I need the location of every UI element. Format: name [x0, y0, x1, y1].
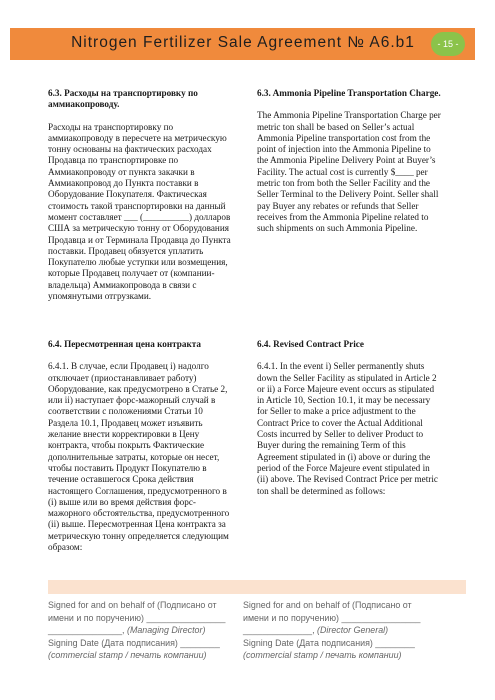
- signature-block-left: [48, 599, 248, 662]
- signature-role-line: [243, 624, 443, 637]
- signatory-role: (Managing Director): [126, 625, 206, 636]
- section-6-4-russian: [48, 339, 234, 553]
- signature-line: имени и по поручению) ________________: [48, 612, 226, 623]
- signatory-role: (Director General): [317, 625, 389, 636]
- footer-bar: [48, 580, 466, 594]
- signature-role-line: [48, 624, 248, 637]
- signing-date-line: Signing Date (Дата подписания) ________: [243, 637, 415, 648]
- section-title: 6.3. Ammonia Pipeline Transportation Charge.: [257, 88, 441, 98]
- page-number-badge: - 15 -: [431, 32, 465, 56]
- section-body: The Ammonia Pipeline Transportation Charge per metric ton shall be based on Seller’s actual Ammonia Pipeline transportation cost from the point of injection into the Ammonia Pipeline to the Ammonia Pipeline Delivery Point at Buyer’s Facility. The actual cost is currently $____ per metric ton from both the Seller Facility and the Seller Terminal to the Delivery Point. Seller shall pay Buyer any rebates or refunds that Seller receives from the Ammonia Pipeline related to such shipments on such Ammonia Pipeline.: [257, 110, 441, 234]
- stamp-line: (commercial stamp / печать компании): [48, 650, 207, 661]
- section-title: 6.4. Revised Contract Price: [257, 339, 364, 349]
- signature-line: имени и по поручению) ________________: [243, 612, 421, 623]
- signing-date-line: Signing Date (Дата подписания) ________: [48, 637, 220, 648]
- section-title: 6.3. Расходы на транспортировку по аммиакопроводу.: [48, 88, 198, 110]
- signature-block-right: [243, 599, 443, 662]
- section-6-3-russian: [48, 88, 234, 302]
- stamp-line: (commercial stamp / печать компании): [243, 650, 402, 661]
- signature-blank: _______________,: [48, 625, 127, 636]
- signature-line: Signed for and on behalf of (Подписано от: [48, 600, 217, 610]
- signature-blank: ______________,: [243, 625, 318, 636]
- section-6-4-english: [257, 339, 443, 497]
- section-body: Расходы на транспортировку по аммиакопроводу в пересчете на метрическую тонну основаны на фактических расходах Продавца по транспортировке по Аммиакопроводу от пункта закачки в Аммиакопровод до Пункта поставки в Оборудование Покупателя. Фактическая стоимость такой транспортировки на данный момент составляет ___ (__________) долларов США за метрическую тонну от Оборудования Продавца и от Терминала Продавца до Пункта поставки. Продавец обязуется уплатить Покупателю любые уступки или возмещения, которые Продавец получает от (компании-владельца) Аммиакопровода в связи с упомянутыми отгрузками.: [48, 121, 231, 302]
- signature-line: Signed for and on behalf of (Подписано от: [243, 600, 412, 610]
- section-body: 6.4.1. In the event i) Seller permanently shuts down the Seller Facility as stipulated in Article 2 or ii) a Force Majeure event occurs as stipulated in Article 10, Section 10.1, it may be necessary for Seller to make a price adjustment to the Contract Price to cover the Actual Additional Costs incurred by Seller to deliver Product to Buyer during the remaining Term of this Agreement stipulated in (i) above or during the period of the Force Majeure event stipulated in (ii) above. The Revised Contract Price per metric ton shall be determined as follows:: [257, 361, 438, 496]
- section-6-3-english: [257, 88, 443, 235]
- header-bar: [10, 28, 475, 60]
- section-body: 6.4.1. В случае, если Продавец i) надолго отключает (приостанавливает работу) Оборудование, как предусмотрено в Статье 2, или ii) наступает форс-мажорный случай в соответствии с положениями Статьи 10 Раздела 10.1, Продавец может изъявить желание внести корректировки в Цену контракта, чтобы покрыть Фактические дополнительные затраты, которые он несет, чтобы поставить Продукт Покупателю в течение оставшегося Срока действия настоящего Соглашения, предусмотренного в (i) выше или во время действия форс-мажорного обстоятельства, предусмотренного (ii) выше. Пересмотренная Цена контракта за метрическую тонну определяется следующим образом:: [48, 361, 230, 553]
- document-title: Nitrogen Fertilizer Sale Agreement № A6.b1: [71, 34, 415, 51]
- section-title: 6.4. Пересмотренная цена контракта: [48, 339, 202, 349]
